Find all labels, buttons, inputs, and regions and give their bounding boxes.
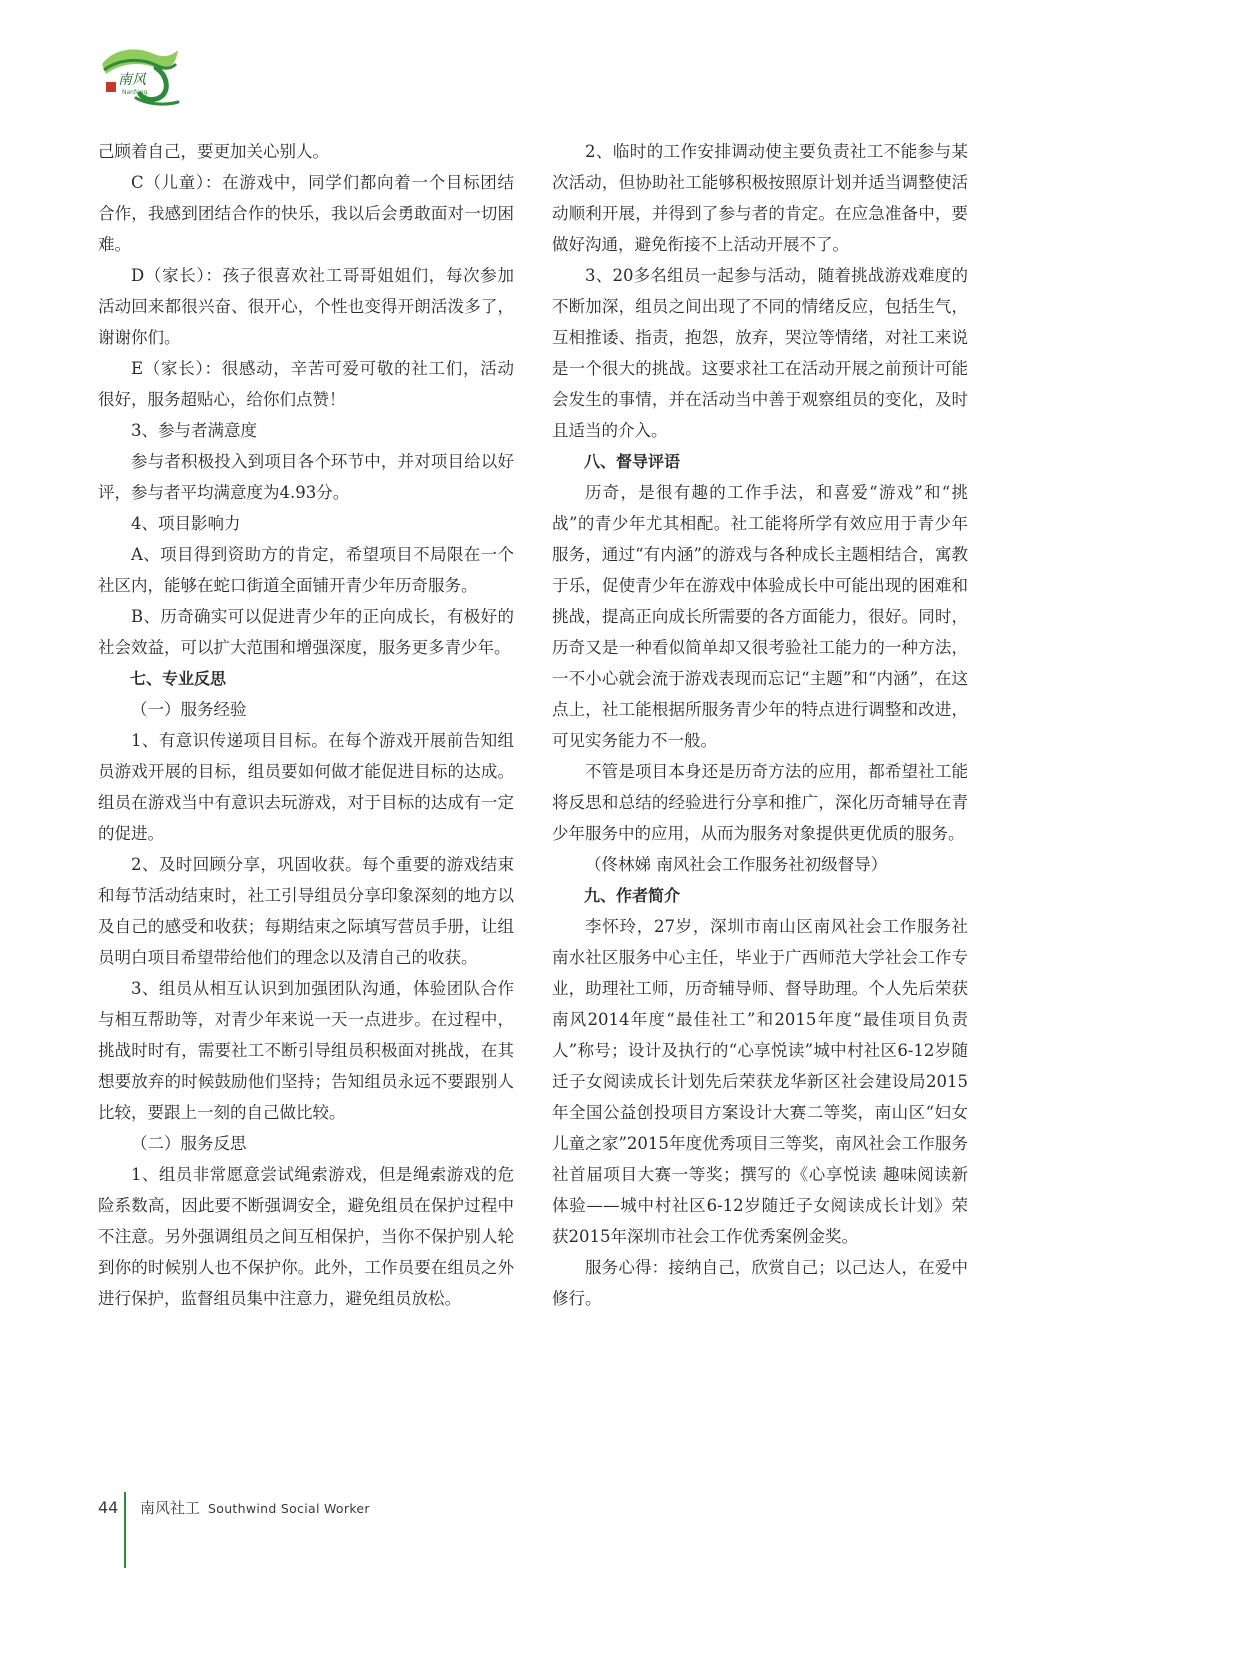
paragraph: （佟林娣 南风社会工作服务社初级督导） (585, 855, 888, 874)
paragraph: 1、组员非常愿意尝试绳索游戏，但是绳索游戏的危险系数高，因此要不断强调安全，避免组员在保护过程中不注意。另外强调组员之间互相保护，当你不保护别人轮到你的时候别人也不保护你。此外，工作员要在组员之外进行保护，监督组员集中注意力，避免组员放松。 (98, 1165, 514, 1308)
left-column (98, 136, 514, 1314)
page-number: 44 (98, 1497, 119, 1517)
paragraph: 3、20多名组员一起参与活动，随着挑战游戏难度的不断加深，组员之间出现了不同的情绪反应，包括生气，互相推诿、指责，抱怨，放弃，哭泣等情绪，对社工来说是一个很大的挑战。这要求社工在活动开展之前预计可能会发生的事情，并在活动当中善于观察组员的变化，及时且适当的介入。 (552, 266, 968, 440)
paragraph: 1、有意识传递项目目标。在每个游戏开展前告知组员游戏开展的目标，组员要如何做才能促进目标的达成。组员在游戏当中有意识去玩游戏，对于目标的达成有一定的促进。 (98, 731, 514, 843)
footer-divider (124, 1492, 126, 1568)
paragraph: 2、临时的工作安排调动使主要负责社工不能参与某次活动，但协助社工能够积极按照原计划并适当调整使活动顺利开展，并得到了参与者的肯定。在应急准备中，要做好沟通，避免衔接不上活动开展不了。 (552, 142, 968, 254)
paragraph: 2、及时回顾分享，巩固收获。每个重要的游戏结束和每节活动结束时，社工引导组员分享印象深刻的地方以及自己的感受和收获；每期结束之际填写营员手册，让组员明白项目希望带给他们的理念以及清自己的收获。 (98, 855, 514, 967)
paragraph: 己顾着自己，要更加关心别人。 (98, 142, 329, 161)
paragraph: B、历奇确实可以促进青少年的正向成长，有极好的社会效益，可以扩大范围和增强深度，服务更多青少年。 (98, 607, 514, 657)
paragraph: 3、组员从相互认识到加强团队沟通，体验团队合作与相互帮助等，对青少年来说一天一点进步。在过程中，挑战时时有，需要社工不断引导组员积极面对挑战，在其想要放弃的时候鼓励他们坚持；告知组员永远不要跟别人比较，要跟上一刻的自己做比较。 (98, 979, 514, 1122)
paragraph: A、项目得到资助方的肯定，希望项目不局限在一个社区内，能够在蛇口街道全面铺开青少年历奇服务。 (98, 545, 514, 595)
subsection-heading: （一）服务经验 (131, 700, 247, 719)
magazine-name (140, 1497, 370, 1518)
paragraph: 历奇，是很有趣的工作手法，和喜爱“游戏”和“挑战”的青少年尤其相配。社工能将所学有效应用于青少年服务，通过“有内涵”的游戏与各种成长主题相结合，寓教于乐，促使青少年在游戏中体验成长中可能出现的困难和挑战，提高正向成长所需要的各方面能力，很好。同时，历奇又是一种看似简单却又很考验社工能力的一种方法，一不小心就会流于游戏表现而忘记“主题”和“内涵”，在这点上，社工能根据所服务青少年的特点进行调整和改进，可见实务能力不一般。 (552, 483, 968, 750)
subsection-heading: （二）服务反思 (131, 1134, 247, 1153)
section-heading: 九、作者简介 (584, 886, 681, 905)
paragraph: 李怀玲，27岁，深圳市南山区南风社会工作服务社南水社区服务中心主任，毕业于广西师范大学社会工作专业，助理社工师，历奇辅导师、督导助理。个人先后荣获南风2014年度“最佳社工”和2015年度“最佳项目负责人”称号；设计及执行的“心享悦读”城中村社区6-12岁随迁子女阅读成长计划先后荣获龙华新区社会建设局2015年全国公益创投项目方案设计大赛二等奖，南山区“妇女儿童之家”2015年度优秀项目三等奖，南风社会工作服务社首届项目大赛一等奖；撰写的《心享悦读 趣味阅读新体验——城中村社区6-12岁随迁子女阅读成长计划》荣获2015年深圳市社会工作优秀案例金奖。 (552, 917, 968, 1246)
paragraph: E（家长）：很感动，辛苦可爱可敬的社工们，活动很好，服务超贴心，给你们点赞！ (98, 359, 514, 409)
paragraph: 参与者积极投入到项目各个环节中，并对项目给以好评，参与者平均满意度为4.93分。 (98, 452, 514, 502)
page-footer (98, 1494, 120, 1520)
magazine-logo (96, 44, 182, 110)
logo-small-text: Nanfeng (122, 89, 148, 96)
paragraph: D（家长）：孩子很喜欢社工哥哥姐姐们，每次参加活动回来都很兴奋、很开心，个性也变得开朗活泼多了，谢谢你们。 (98, 266, 514, 347)
magazine-name-en: Southwind Social Worker (208, 1501, 370, 1516)
paragraph: 3、参与者满意度 (131, 421, 257, 440)
paragraph: C（儿童）：在游戏中，同学们都向着一个目标团结合作，我感到团结合作的快乐，我以后会勇敢面对一切困难。 (98, 173, 514, 254)
section-heading: 七、专业反思 (130, 669, 227, 688)
paragraph: 不管是项目本身还是历奇方法的应用，都希望社工能将反思和总结的经验进行分享和推广，深化历奇辅导在青少年服务中的应用，从而为服务对象提供更优质的服务。 (552, 762, 968, 843)
magazine-name-cn: 南风社工 (140, 1499, 201, 1517)
paragraph: 4、项目影响力 (131, 514, 241, 533)
section-heading: 八、督导评语 (584, 452, 681, 471)
logo-text: 南风 (118, 72, 146, 88)
right-column (552, 136, 968, 1314)
paragraph: 服务心得：接纳自己，欣赏自己；以己达人，在爱中修行。 (552, 1258, 968, 1308)
